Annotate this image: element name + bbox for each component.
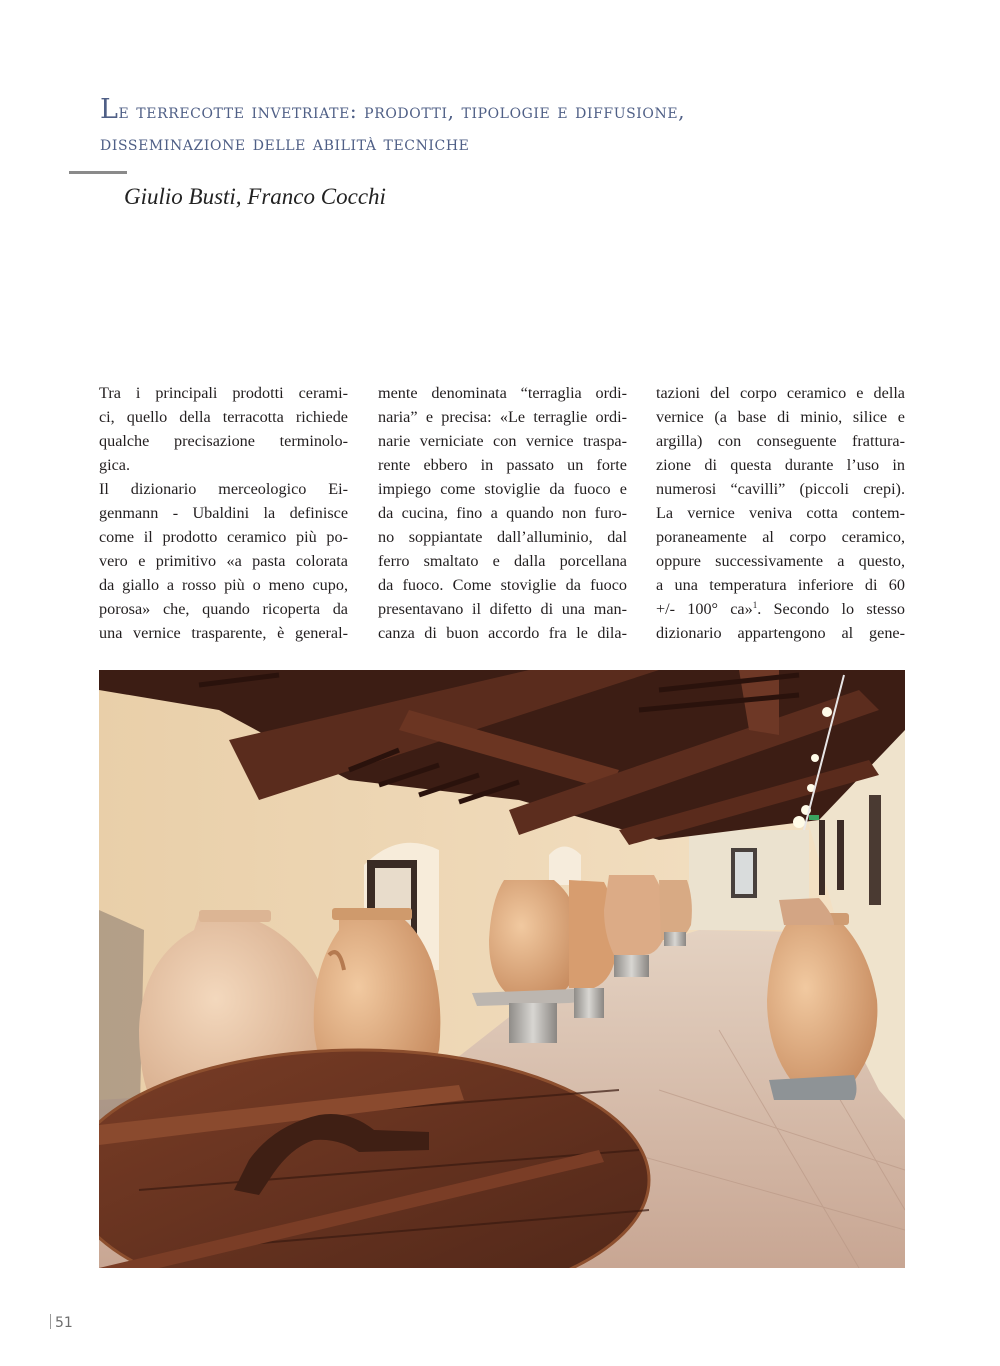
text-line: rente ebbero in passato un forte [378,456,627,474]
text-fragment: . Secondo lo stesso [757,600,905,618]
text-line: gica. [99,456,131,474]
text-line-with-footnote [656,597,905,621]
text-line: dizionario appartengono al gene- [656,624,905,642]
folio-bar [50,1314,51,1329]
text-line: impiego come stoviglie da fuoco e [378,480,627,498]
page-number [50,1314,73,1331]
text-line: porosa» che, quando ricoperta da [99,600,348,618]
text-line: zione di questa durante l’uso in [656,456,905,474]
text-column-1 [99,381,348,645]
text-line: come il prodotto ceramico più po- [99,528,348,546]
page-number-text: 51 [55,1315,73,1331]
text-line: canza di buon accordo fra le dila- [378,624,627,642]
text-column-3 [656,381,905,645]
text-line: tazioni del corpo ceramico e della [656,384,905,402]
text-line: presentavano il difetto di una man- [378,600,627,618]
text-line: naria” e precisa: «Le terraglie ordi- [378,408,627,426]
authors: Giulio Busti, Franco Cocchi [124,184,386,209]
text-line: numerosi “cavilli” (piccoli crepi). [656,480,905,498]
text-line: vero e primitivo «a pasta colorata [99,552,348,570]
text-line: Tra i principali prodotti cerami- [99,384,348,402]
title-line-1 [100,94,920,127]
text-line: poraneamente al corpo ceramico, [656,528,905,546]
text-line: da fuoco. Come stoviglie da fuoco [378,576,627,594]
title-line-1-text: e terrecotte invetriate: prodotti, tipologie e diffusione, [118,99,686,123]
text-line: oppure successivamente a questo, [656,552,905,570]
body-text [99,381,905,651]
text-line: qualche precisazione terminolo- [99,432,348,450]
gallery-photo [99,670,905,1268]
footnote-reference[interactable]: 1 [752,600,758,610]
text-line: La vernice veniva cotta contem- [656,504,905,522]
text-fragment: +/- 100° ca» [656,600,753,618]
text-line: narie verniciate con vernice traspa- [378,432,627,450]
text-column-2 [378,381,627,645]
text-line: da cucina, fino a quando non furo- [378,504,627,522]
text-line: Il dizionario merceologico Ei- [99,480,348,498]
text-line: ci, quello della terracotta richiede [99,408,348,426]
text-line: mente denominata “terraglia ordi- [378,384,627,402]
article-title [100,94,920,159]
text-line: vernice (a base di minio, silice e [656,408,905,426]
title-initial: L [100,94,119,125]
text-line: argilla) con conseguente frattura- [656,432,905,450]
photo-illustration [99,670,905,1268]
text-line: a una temperatura inferiore di 60 [656,576,905,594]
text-line: genmann - Ubaldini la definisce [99,504,348,522]
text-line: una vernice trasparente, è general- [99,624,348,642]
text-line: no soppiantate dall’alluminio, dal [378,528,627,546]
title-line-2: disseminazione delle abilità tecniche [100,131,470,155]
title-divider [69,171,127,174]
text-line: ferro smaltato e dalla porcellana [378,552,627,570]
text-line: da giallo a rosso più o meno cupo, [99,576,348,594]
